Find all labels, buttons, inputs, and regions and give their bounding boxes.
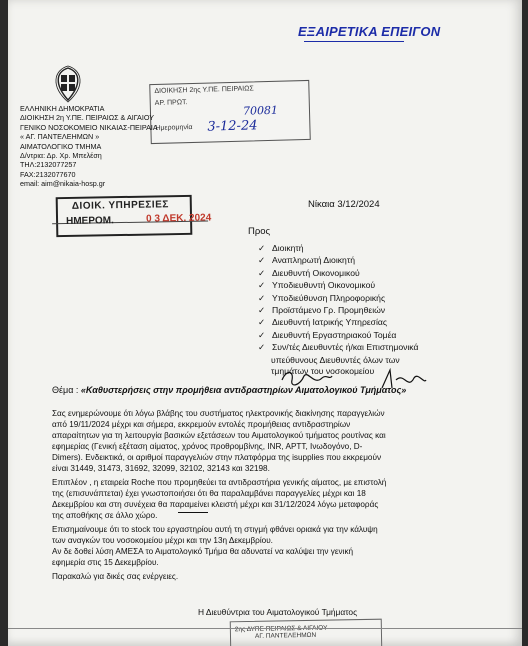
date-line: Νίκαια 3/12/2024 — [308, 199, 380, 210]
letterhead-line: ΤΗΛ:2132077257 — [20, 160, 77, 170]
recipient-label: Προϊστάμενο Γρ. Προμηθειών — [272, 305, 386, 315]
receipt-stamp-line1: ΔΙΟΙΚΗΣΗ 2ης Υ.ΠΕ. ΠΕΙΡΑΙΩΣ — [154, 85, 254, 95]
signature-stamp — [230, 619, 383, 646]
body-line: Δεκεμβρίου και στη συνέχεια θα παραμείνει κλειστή μέχρι και 31/12/2024 λόγω μεταφοράς — [52, 500, 379, 509]
body-line: Αν δε δοθεί λύση ΑΜΕΣΑ το Αιματολογικό Τμήμα θα αδυνατεί να καλύψει την γενική — [52, 547, 354, 556]
letterhead-line: FAX:2132077670 — [20, 169, 76, 179]
letterhead-line: ΔΙΟΙΚΗΣΗ 2η Υ.ΠΕ. ΠΕΙΡΑΙΩΣ & ΑΙΓΑΙΟΥ — [20, 113, 154, 123]
checkmark-icon: ✓ — [258, 292, 266, 303]
letterhead-line: « ΑΓ. ΠΑΝΤΕΛΕΗΜΩΝ » — [20, 132, 100, 142]
checkmark-icon: ✓ — [258, 243, 266, 253]
recipient-label: Διοικητή — [272, 243, 304, 253]
letterhead-line: Δ/ντρια: Δρ. Χρ. Μπελέση — [20, 151, 102, 160]
closing-line: Παρακαλώ για δικές σας ενέργειες. — [52, 572, 179, 581]
recipient-item — [258, 305, 385, 316]
receipt-handwritten-date: 3-12-24 — [207, 118, 258, 135]
services-stamp-date: 0 3 ΔΕΚ. 2024 — [145, 212, 212, 225]
recipient-label: Υποδιευθυντή Οικονομικού — [272, 280, 376, 291]
to-label: Προς — [248, 226, 271, 237]
recipient-label: Διευθυντή Οικονομικού — [272, 267, 360, 278]
signature-stamp-line2: ΑΓ. ΠΑΝΤΕΛΕΗΜΩΝ — [254, 631, 317, 640]
checkmark-icon: ✓ — [258, 305, 266, 315]
recipient-item — [258, 255, 355, 266]
greek-coat-of-arms-icon — [48, 64, 88, 104]
checkmark-icon: ✓ — [258, 342, 266, 353]
receipt-number: 70081 — [242, 103, 279, 118]
recipient-label: Συν/τές Διευθυντές ή/και Επιστημονικά — [272, 342, 419, 353]
body-line: απαραίτητων για τη λειτουργία βασικών εξετάσεων του Αιματολογικού τμήματος ρουτίνας και — [52, 431, 386, 440]
services-stamp-line2: ΗΜΕΡΟΜ. — [65, 215, 114, 228]
body-line: Σας ενημερώνουμε ότι λόγω βλάβης του συστήματος ηλεκτρονικής διακίνησης παραγγελιών — [52, 409, 385, 418]
page-bottom-edge — [8, 628, 522, 629]
body-line: Επισημαίνουμε ότι το stock του εργαστηρίου αυτή τη στιγμή φθάνει οριακά για την κάλυψη — [52, 525, 378, 534]
receipt-stamp — [149, 80, 311, 144]
body-line: Επιπλέον , η εταιρεία Roche που προμηθεύει τα αντιδραστήρια γενικής αίματος, με επιστολή — [52, 478, 387, 487]
checkmark-icon: ✓ — [258, 255, 266, 266]
subject-label: Θέμα : — [52, 385, 79, 395]
letterhead-line: ΑΙΜΑΤΟΛΟΓΙΚΟ ΤΜΗΜΑ — [20, 141, 102, 151]
checkmark-icon: ✓ — [258, 329, 266, 340]
body-line: από 19/11/2024 μέχρι και σήμερα, εκκρεμούν εντολές προμήθειας αντιδραστηρίων — [52, 420, 351, 429]
recipient-item — [258, 317, 387, 328]
document-page — [8, 0, 522, 646]
recipient-item — [258, 268, 360, 279]
recipient-item — [258, 342, 418, 353]
body-line: Dimers). Ενδεικτικά, οι αριθμοί παραγγελιών στην πλατφόρμα της isupplies που εκκρεμούν — [52, 453, 382, 462]
services-stamp-line1: ΔΙΟΙΚ. ΥΠΗΡΕΣΙΕΣ — [71, 199, 169, 212]
urgent-underline — [304, 41, 404, 42]
recipient-label: Διευθυντή Ιατρικής Υπηρεσίας — [272, 317, 388, 328]
letterhead-line: ΓΕΝΙΚΟ ΝΟΣΟΚΟΜΕΙΟ ΝΙΚΑΙΑΣ-ΠΕΙΡΑΙΑ — [20, 122, 158, 132]
recipient-label: Αναπληρωτή Διοικητή — [272, 255, 355, 266]
recipient-item — [258, 280, 375, 291]
checkmark-icon: ✓ — [258, 267, 266, 278]
recipient-item — [258, 293, 385, 304]
recipient-item — [258, 243, 304, 254]
body-line: των αναγκών του νοσοκομείου μέχρι και την 13η Δεκεμβρίου. — [52, 536, 273, 545]
body-line: της (επισυνάπτεται) έχει γνωστοποιήσει ότι θα παραλαμβάνει παραγγελίες μέχρι και 18 — [52, 489, 366, 498]
checkmark-icon: ✓ — [258, 280, 266, 291]
checkmark-icon: ✓ — [258, 317, 266, 328]
receipt-stamp-line2: ΑΡ. ΠΡΩΤ. — [154, 99, 188, 107]
urgent-label: ΕΞΑΙΡΕΤΙΚΑ ΕΠΕΙΓΟΝ — [298, 24, 441, 39]
recipient-continuation: υπεύθυνους Διευθυντές όλων των — [271, 354, 400, 365]
body-line: της αποθήκης σε άλλο χώρο. — [52, 511, 158, 520]
recipient-label: Διευθυντή Εργαστηριακού Τομέα — [272, 329, 397, 340]
recipient-label: Υποδιεύθυνση Πληροφορικής — [272, 292, 386, 303]
subject-line — [52, 385, 406, 395]
recipient-item — [258, 330, 396, 341]
services-stamp — [56, 195, 212, 237]
subject-text: «Καθυστερήσεις στην προμήθεια αντιδραστηρίων Αιματολογικού Τμήματος» — [80, 385, 407, 395]
body-line: εφημερίας (Γενική εξέταση αίματος, χρόνος προθρομβίνης, INR, APTT, Ινωδογόνο, D- — [52, 442, 363, 451]
body-line: εφημερία στις 15 Δεκεμβρίου. — [52, 558, 159, 567]
letterhead-line: ΕΛΛΗΝΙΚΗ ΔΗΜΟΚΡΑΤΙΑ — [20, 104, 105, 113]
receipt-stamp-line3: Ημερομηνία — [155, 123, 193, 132]
roche-underline — [178, 512, 208, 513]
recipient-continuation: τμημάτων του νοσοκομείου — [271, 365, 375, 376]
signer-title: Η Διευθύντρια του Αιματολογικού Τμήματος — [198, 607, 358, 617]
body-line: είναι 31449, 31473, 31692, 32099, 32102, 32143 και 32198. — [52, 464, 270, 473]
letterhead-line: email: aim@nikaia-hosp.gr — [20, 179, 106, 189]
